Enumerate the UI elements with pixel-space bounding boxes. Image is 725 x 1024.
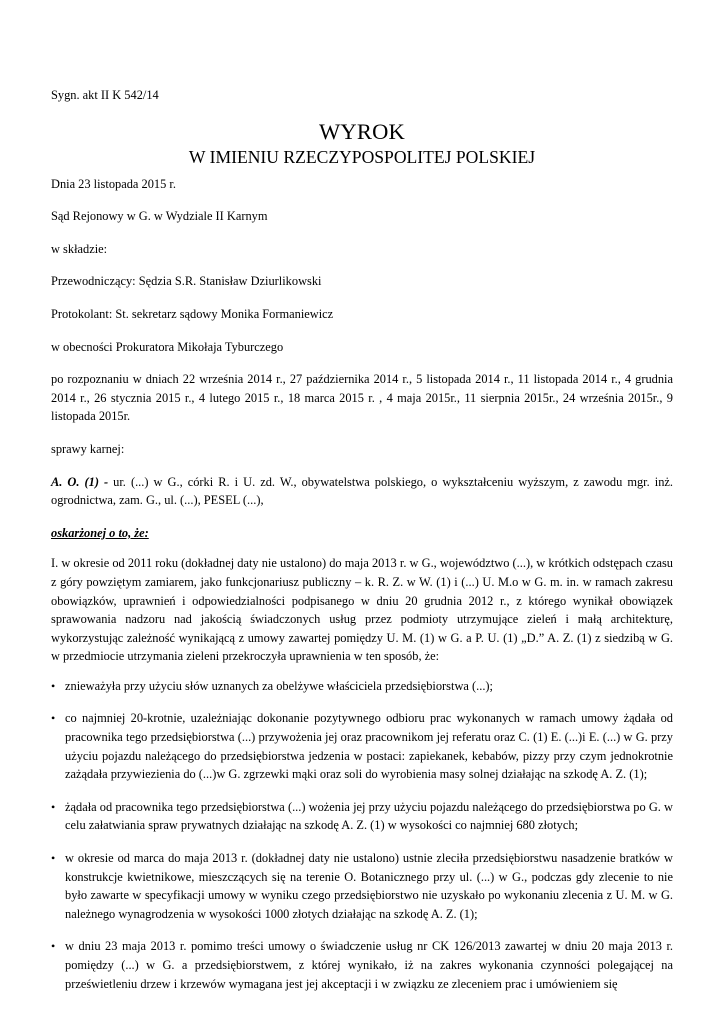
hearing-dates: po rozpoznaniu w dniach 22 września 2014 r., 27 października 2014 r., 5 listopada 2014 r., 11 listopada 2014 r., 4 grudnia 2014 r., 26 stycznia 2015 r., 4 lutego 2015 r., 18 marca 2015 r. , 4 maja 2015r., 11 sierpnia 2015r., 24 września 2015r., 9 listopada 2015r. xyxy=(51,372,673,424)
charge-item xyxy=(51,677,673,696)
bullet-icon: • xyxy=(51,678,56,693)
charges-heading xyxy=(51,524,673,543)
composition-label: w składzie: xyxy=(51,241,108,256)
charge-item-text: żądała od pracownika tego przedsiębiorstwa (...) wożenia jej przy użyciu pojazdu należącego do przedsiębiorstwa po G. w celu załatwiania spraw prywatnych działając na szkodę A. Z. (1) w wysokości co najmniej 680 złotych; xyxy=(65,799,673,833)
bullet-icon: • xyxy=(51,851,56,866)
case-type: sprawy karnej: xyxy=(51,441,125,456)
charge-item xyxy=(51,937,673,993)
charge-item-text: w dniu 23 maja 2013 r. pomimo treści umowy o świadczenie usług nr CK 126/2013 zawartej w dniu 20 maja 2013 r. pomiędzy (...) w G. a przedsiębiorstwem, z której wynikało, iż na zakres wykonania czynności polegającej na prześwietleniu drzew i krzewów wymagana jest jej akceptacji i w związku ze zleceniem prac i umówieniem się xyxy=(65,939,673,991)
charge-item xyxy=(51,709,673,783)
case-reference: Sygn. akt II K 542/14 xyxy=(51,88,159,102)
bullet-icon: • xyxy=(51,939,56,954)
charge-item xyxy=(51,798,673,835)
court-clerk: Protokolant: St. sekretarz sądowy Monika Formaniewicz xyxy=(51,306,334,321)
defendant-paragraph xyxy=(51,473,673,510)
document-title: WYROK xyxy=(319,118,405,144)
bullet-icon: • xyxy=(51,799,56,814)
charge-item-text: znieważyła przy użyciu słów uznanych za obelżywe właściciela przedsiębiorstwa (...); xyxy=(65,678,493,693)
document-subtitle: W IMIENIU RZECZYPOSPOLITEJ POLSKIEJ xyxy=(188,146,536,167)
charge-intro: I. w okresie od 2011 roku (dokładnej daty nie ustalono) do maja 2013 r. w G., województwo (...), w krótkich odstępach czasu z góry powziętym zamiarem, jako funkcjonariusz publiczny – k. R. Z. w W. (1) i (...) U. M.o w G. m. in. w ramach zakresu obowiązków, uprawnień i odpowiedzialności podpisanego w dniu 20 grudnia 2012 r., z którego wynikał obowiązek sprawowania nadzoru nad jakością świadczonych usług przez podmioty utrzymujące zieleń i małą architekturę, wykorzystując zależność wynikającą z umowy zawartej pomiędzy U. M. (1) w G. a P. U. (1) „D.” A. Z. (1) z siedzibą w G. w przedmiocie utrzymania zieleni przekroczyła uprawnienia w ten sposób, że: xyxy=(51,556,673,664)
charges-heading-text: oskarżonej o to, że: xyxy=(51,525,149,540)
bullet-icon: • xyxy=(51,711,56,726)
defendant-details: ur. (...) w G., córki R. i U. zd. W., obywatelstwa polskiego, o wykształceniu wyższym, z zawodu mgr. inż. ogrodnictwa, zam. G., ul. (...), PESEL (...), xyxy=(51,474,673,508)
judgment-date: Dnia 23 listopada 2015 r. xyxy=(51,176,176,191)
prosecutor: w obecności Prokuratora Mikołaja Tyburczego xyxy=(51,339,284,354)
charge-item-text: w okresie od marca do maja 2013 r. (dokładnej daty nie ustalono) ustnie zleciła przedsiębiorstwu nasadzenie bratków w konstrukcje kwietnikowe, mieszczących się na terenie O. Botanicznego przy ul. (...) w G., podczas gdy zlecenie to nie było zawarte w specyfikacji umowy w wyniku czego przedsiębiorstwo nie uzyskało po wykonaniu zlecenia z U. M. w G. należnego wynagrodzenia w wysokości 1000 złotych działając na szkodę A. Z. (1); xyxy=(65,851,673,921)
charge-item-text: co najmniej 20-krotnie, uzależniając dokonanie pozytywnego odbioru prac wykonanych w ramach umowy żądała od pracownika tego przedsiębiorstwa (...) przywożenia jej oraz pracownikom jej referatu oraz C. (1) E. (...)i E. (...) w G. przy użyciu pojazdu należącego do przedsiębiorstwa jedzenia w postaci: zapiekanek, kebabów, pizzy przy czym jednokrotnie zażądała przywiezienia do (...)w G. zgrzewki mąki oraz soli do wyrobienia masy solnej działając na szkodę A. Z. (1); xyxy=(65,711,673,782)
charge-items xyxy=(51,677,673,993)
presiding-judge: Przewodniczący: Sędzia S.R. Stanisław Dziurlikowski xyxy=(51,274,322,289)
defendant-name: A. O. (1) - xyxy=(51,474,109,489)
court-name: Sąd Rejonowy w G. w Wydziale II Karnym xyxy=(51,209,268,224)
judgment-document xyxy=(51,86,673,993)
charge-item xyxy=(51,849,673,923)
